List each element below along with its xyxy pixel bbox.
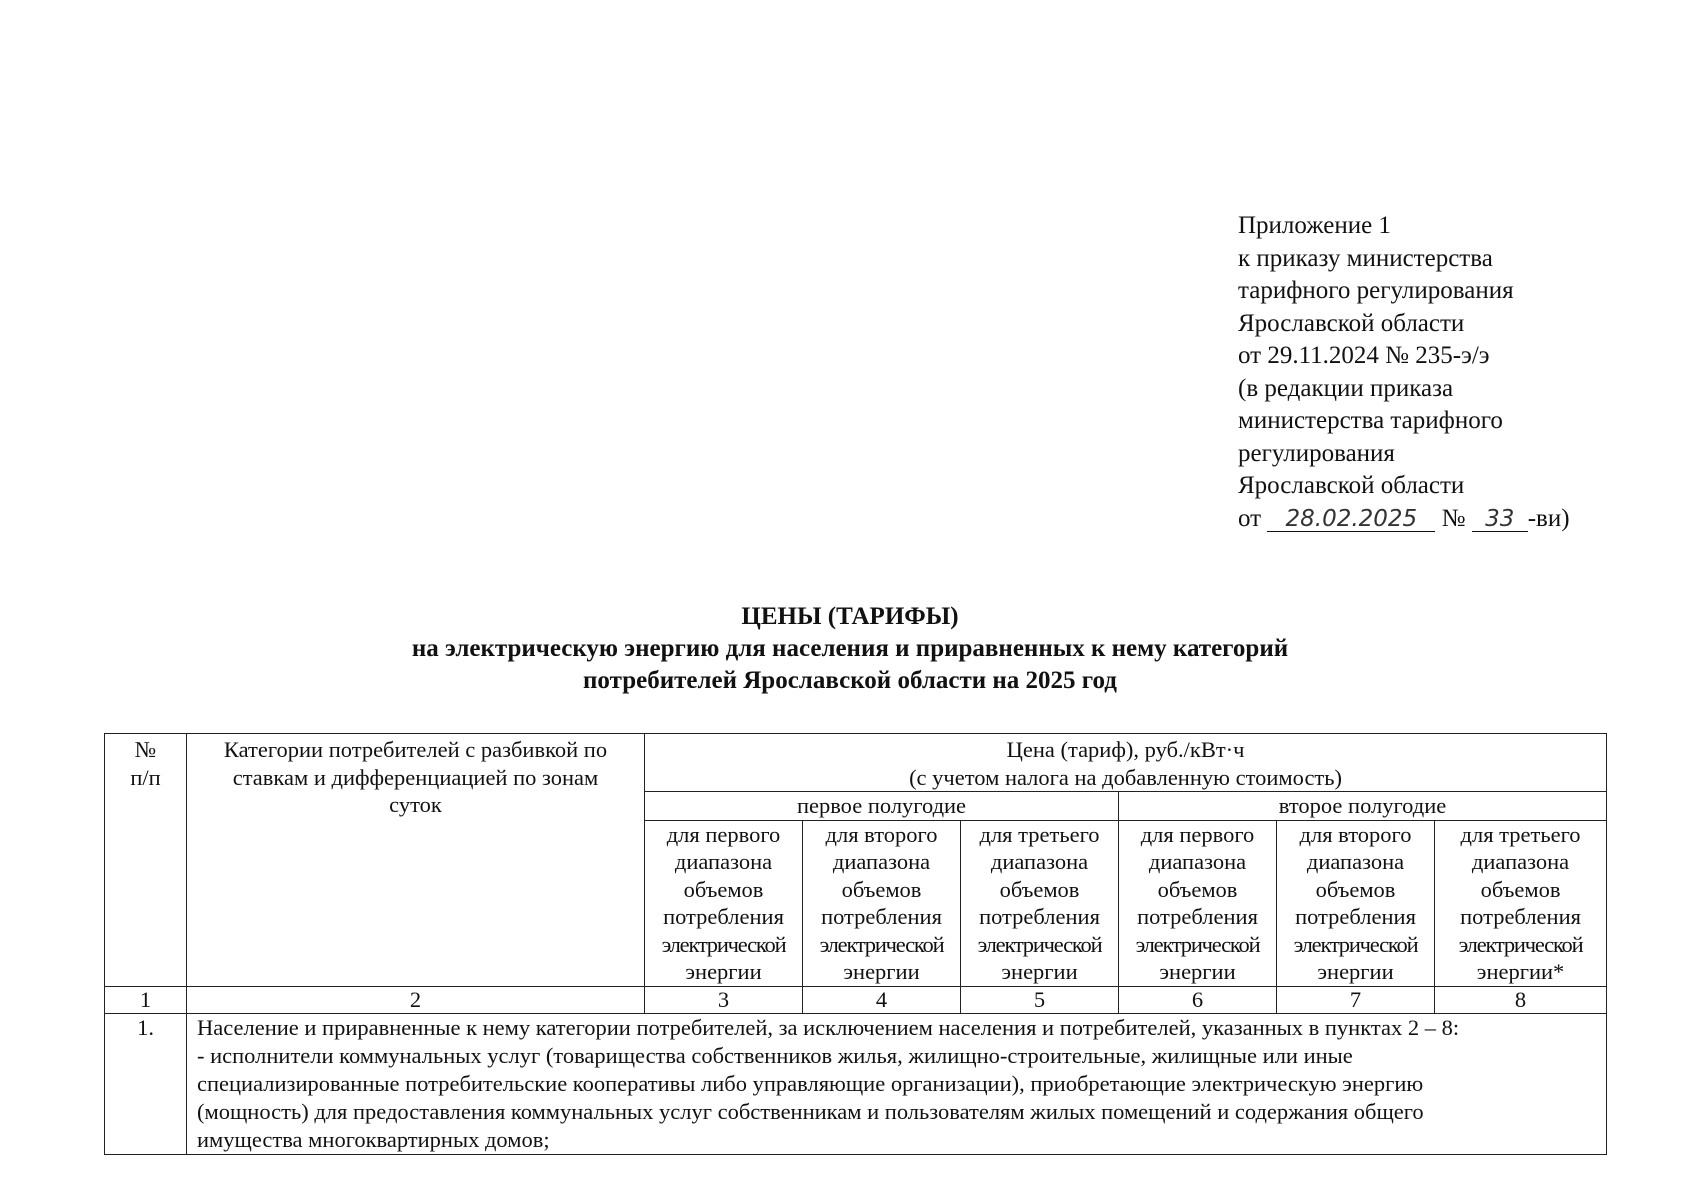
annex-line: регулирования bbox=[1238, 439, 1395, 467]
range-header-line: объемов bbox=[1315, 876, 1396, 902]
header-price-line: (с учетом налога на добавленную стоимость) bbox=[909, 764, 1343, 790]
header-half-1: первое полугодие bbox=[645, 792, 1119, 821]
column-index-cell: 5 bbox=[961, 986, 1119, 1013]
range-header-line: диапазона bbox=[674, 849, 773, 874]
range-header-line: потребления bbox=[1137, 904, 1258, 929]
range-header-cell bbox=[1435, 820, 1607, 986]
range-header-line: электрической bbox=[1293, 931, 1418, 957]
header-category-cell bbox=[187, 734, 645, 987]
annex-line: Приложение 1 bbox=[1238, 212, 1391, 239]
range-header-line: объемов bbox=[999, 876, 1080, 902]
annex-line: (в редакции приказа bbox=[1238, 374, 1454, 402]
range-header-line: диапазона bbox=[990, 849, 1089, 874]
column-index-cell: 6 bbox=[1119, 986, 1277, 1013]
header-price-cell bbox=[645, 734, 1607, 792]
range-header-line: для первого bbox=[1140, 821, 1255, 847]
range-header-line: диапазона bbox=[1471, 849, 1570, 874]
column-index-cell: 3 bbox=[645, 986, 803, 1013]
annex-suffix: -ви) bbox=[1527, 504, 1570, 532]
title-line-2: на электрическую энергию для населения и приравненных к нему категорий bbox=[411, 635, 1289, 662]
range-header-line: объемов bbox=[683, 876, 764, 902]
annex-line: тарифного регулирования bbox=[1238, 277, 1514, 304]
range-header-cell bbox=[645, 820, 803, 986]
annex-line: Ярославской области bbox=[1238, 309, 1465, 337]
row-number: 1. bbox=[105, 1013, 187, 1154]
header-category-line: суток bbox=[389, 792, 442, 817]
header-number-cell bbox=[105, 734, 187, 987]
annex-line: от 29.11.2024 № 235-э/э bbox=[1238, 342, 1490, 369]
annex-amendment-line bbox=[1238, 503, 1678, 536]
title-line-1: ЦЕНЫ (ТАРИФЫ) bbox=[741, 603, 959, 630]
row-text-line: имущества многоквартирных домов; bbox=[197, 1126, 550, 1152]
column-index-row bbox=[105, 986, 1607, 1013]
range-header-line: энергии bbox=[1001, 959, 1078, 984]
range-header-line: для второго bbox=[825, 821, 938, 847]
range-header-line: потребления bbox=[1460, 904, 1581, 929]
range-header-cell bbox=[961, 820, 1119, 986]
header-price-line: Цена (тариф), руб./кВт·ч bbox=[1006, 737, 1245, 762]
column-index-cell: 7 bbox=[1277, 986, 1435, 1013]
table-row bbox=[105, 1013, 1607, 1154]
range-header-line: объемов bbox=[841, 876, 922, 902]
range-header-line: потребления bbox=[663, 904, 784, 929]
range-header-line: потребления bbox=[821, 904, 942, 929]
row-text-line: (мощность) для предоставления коммунальных услуг собственникам и пользователям жилых помещений и содержания общего bbox=[197, 1098, 1424, 1124]
range-header-line: электрической bbox=[1135, 931, 1260, 957]
annex-line: Ярославской области bbox=[1238, 472, 1465, 499]
range-header-line: диапазона bbox=[1148, 849, 1247, 874]
range-header-line: потребления bbox=[1295, 904, 1416, 929]
annex-line: министерства тарифного bbox=[1238, 407, 1503, 434]
range-header-line: энергии bbox=[843, 959, 920, 984]
range-header-line: электрической bbox=[1458, 931, 1583, 957]
row-text-line: специализированные потребительские кооперативы либо управляющие организации), приобретающие электрическую энергию bbox=[197, 1070, 1424, 1096]
header-category-line: Категории потребителей с разбивкой по bbox=[223, 737, 608, 762]
range-header-line: диапазона bbox=[1306, 849, 1405, 874]
annex-line: к приказу министерства bbox=[1238, 244, 1493, 272]
handwritten-date: 28.02.2025 bbox=[1267, 507, 1435, 532]
range-header-line: энергии bbox=[685, 959, 762, 984]
header-half-2: второе полугодие bbox=[1119, 792, 1607, 821]
range-header-line: для второго bbox=[1299, 821, 1412, 847]
handwritten-number: 33 bbox=[1472, 507, 1528, 532]
range-header-line: для третьего bbox=[1460, 821, 1581, 847]
annex-from-label: от bbox=[1238, 504, 1262, 532]
header-row-1 bbox=[105, 734, 1607, 792]
range-header-line: энергии bbox=[1317, 959, 1394, 984]
column-index-cell: 1 bbox=[105, 986, 187, 1013]
range-header-cell bbox=[803, 820, 961, 986]
range-header-line: энергии bbox=[1159, 959, 1236, 984]
header-category-line: ставкам и дифференциацией по зонам bbox=[232, 764, 599, 790]
tariff-table bbox=[104, 733, 1607, 1155]
range-header-line: диапазона bbox=[832, 849, 931, 874]
range-header-line: для третьего bbox=[979, 821, 1100, 847]
range-header-line: объемов bbox=[1480, 876, 1561, 902]
row-text-line: - исполнители коммунальных услуг (товарищества собственников жилья, жилищно-строительные, жилищные или иные bbox=[197, 1042, 1353, 1068]
column-index-cell: 4 bbox=[803, 986, 961, 1013]
column-index-cell: 2 bbox=[187, 986, 645, 1013]
range-header-line: объемов bbox=[1157, 876, 1238, 902]
annex-block bbox=[1238, 210, 1678, 535]
row-category-text bbox=[187, 1013, 1607, 1154]
range-header-line: электрической bbox=[977, 931, 1102, 957]
range-header-line: потребления bbox=[979, 904, 1100, 929]
range-header-cell bbox=[1277, 820, 1435, 986]
range-header-cell bbox=[1119, 820, 1277, 986]
range-header-line: энергии* bbox=[1476, 959, 1565, 984]
title-line-3: потребителей Ярославской области на 2025 год bbox=[583, 667, 1117, 694]
range-header-line: для первого bbox=[666, 821, 781, 847]
header-number-line: № bbox=[134, 737, 157, 762]
document-title bbox=[260, 601, 1440, 697]
column-index-cell: 8 bbox=[1435, 986, 1607, 1013]
range-header-line: электрической bbox=[819, 931, 944, 957]
row-text-line: Население и приравненные к нему категории потребителей, за исключением населения и потребителей, указанных в пунктах 2 – 8: bbox=[197, 1014, 1460, 1040]
header-number-line: п/п bbox=[130, 764, 161, 790]
number-sign: № bbox=[1441, 504, 1466, 532]
range-header-line: электрической bbox=[661, 931, 786, 957]
